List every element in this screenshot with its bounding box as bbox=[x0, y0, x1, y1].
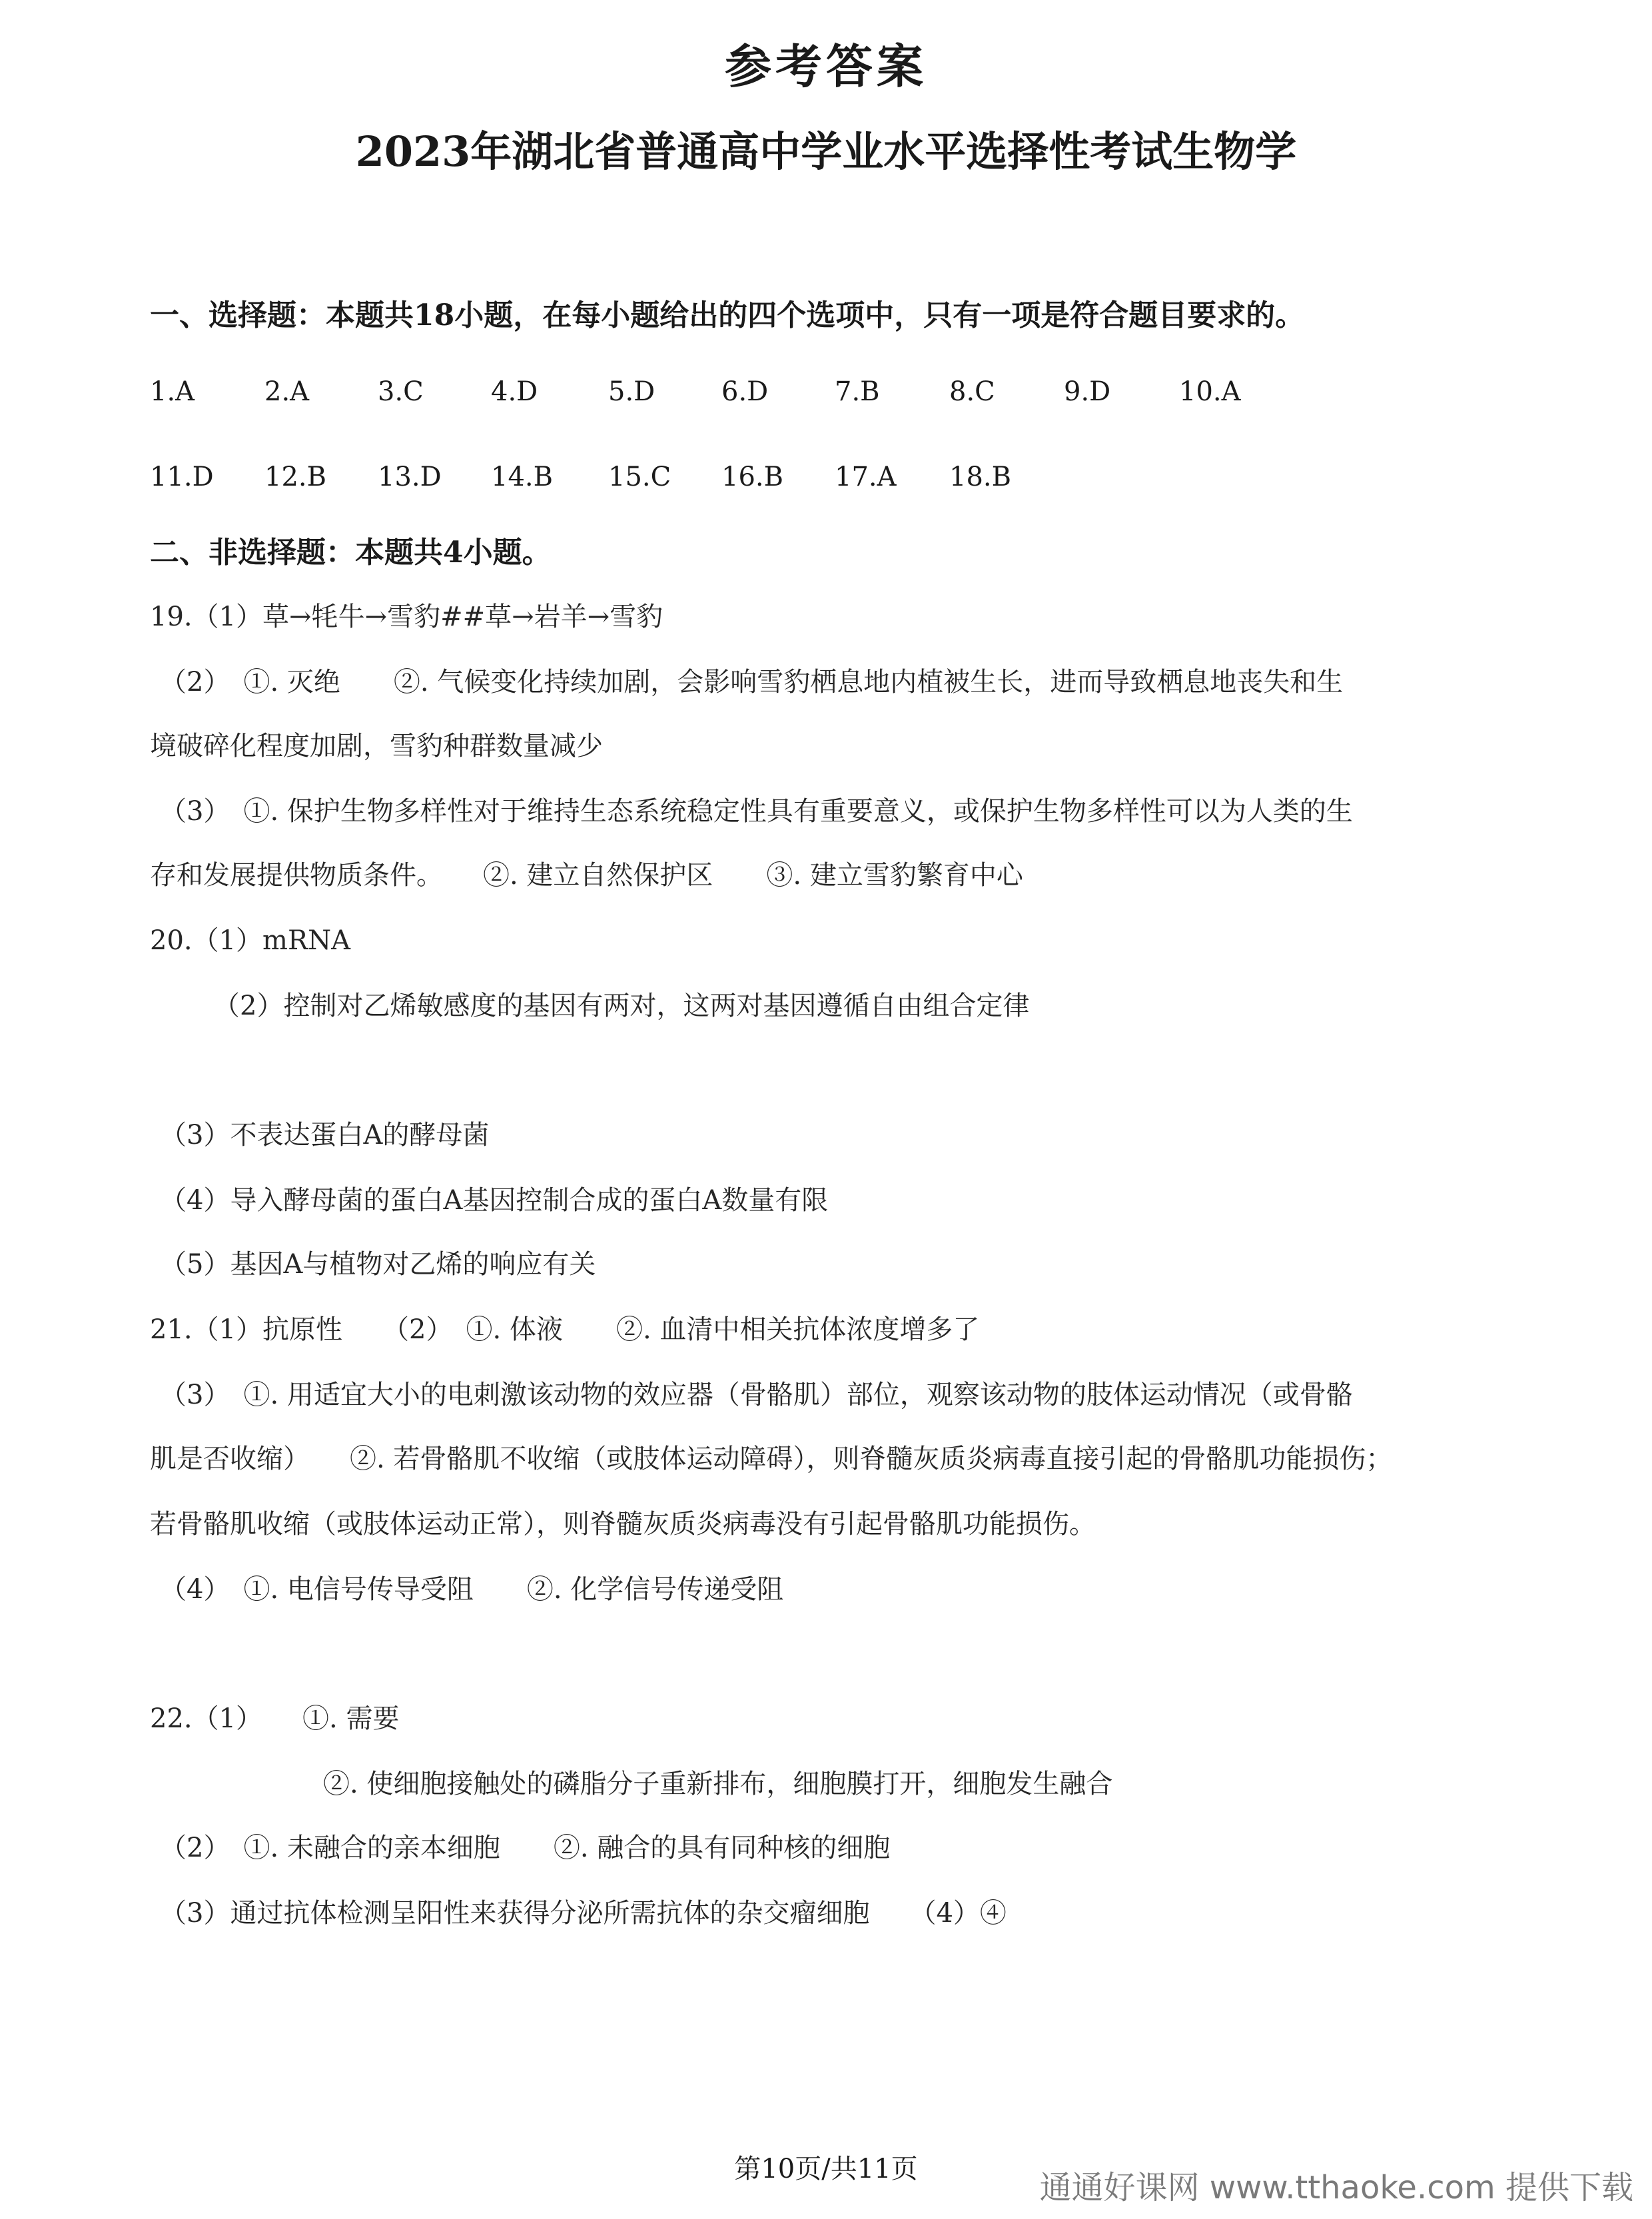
watermark: 通通好课网 www.tthaoke.com 提供下载 bbox=[1039, 2169, 1633, 2206]
answer-19-2: （2） ①. 灭绝 ②. 气候变化持续加剧，会影响雪豹栖息地内植被生长，进而导致栖息地丧失和生 bbox=[160, 667, 1344, 697]
mc-answer: 6.D bbox=[721, 376, 769, 407]
answer-19-1: 19.（1）草→牦牛→雪豹##草→岩羊→雪豹 bbox=[150, 602, 663, 632]
mc-answer: 14.B bbox=[491, 462, 554, 492]
answer-21-3-cont: 肌是否收缩） ②. 若骨骼肌不收缩（或肢体运动障碍），则脊髓灰质炎病毒直接引起的骨骼肌功能损伤； bbox=[150, 1444, 1393, 1474]
mc-answer: 2.A bbox=[264, 376, 310, 407]
answer-20-5: （5）基因A与植物对乙烯的响应有关 bbox=[160, 1249, 596, 1280]
answer-21-3-cont2: 若骨骼肌收缩（或肢体运动正常），则脊髓灰质炎病毒没有引起骨骼肌功能损伤。 bbox=[150, 1509, 1096, 1540]
answer-22-1: 22.（1） ①. 需要 bbox=[150, 1703, 400, 1734]
mc-answer: 1.A bbox=[150, 376, 195, 407]
answer-21-1-2: 21.（1）抗原性 （2） ①. 体液 ②. 血清中相关抗体浓度增多了 bbox=[150, 1314, 980, 1345]
answer-19-3-cont: 存和发展提供物质条件。 ②. 建立自然保护区 ③. 建立雪豹繁育中心 bbox=[150, 860, 1023, 891]
mc-answer: 7.B bbox=[835, 376, 880, 407]
mc-answer: 5.D bbox=[608, 376, 655, 407]
section1-heading: 一、选择题：本题共18小题，在每小题给出的四个选项中，只有一项是符合题目要求的。 bbox=[150, 298, 1305, 332]
answer-22-2: （2） ①. 未融合的亲本细胞 ②. 融合的具有同种核的细胞 bbox=[160, 1833, 891, 1863]
mc-answer: 9.D bbox=[1064, 376, 1111, 407]
mc-answer: 15.C bbox=[608, 462, 671, 492]
answer-21-4: （4） ①. 电信号传导受阻 ②. 化学信号传递受阻 bbox=[160, 1574, 784, 1605]
mc-answer: 12.B bbox=[264, 462, 327, 492]
section2-heading: 二、非选择题：本题共4小题。 bbox=[150, 536, 552, 570]
answer-22-3-4: （3）通过抗体检测呈阳性来获得分泌所需抗体的杂交瘤细胞 （4）④ bbox=[160, 1898, 1007, 1929]
answer-20-3: （3）不表达蛋白A的酵母菌 bbox=[160, 1120, 490, 1150]
answer-19-2-cont: 境破碎化程度加剧，雪豹种群数量减少 bbox=[150, 731, 603, 761]
answer-22-1-cont: ②. 使细胞接触处的磷脂分子重新排布，细胞膜打开，细胞发生融合 bbox=[323, 1769, 1113, 1799]
mc-answer: 10.A bbox=[1179, 376, 1241, 407]
answer-20-1: 20.（1）mRNA bbox=[150, 925, 350, 956]
mc-answer: 18.B bbox=[949, 462, 1012, 492]
answer-20-2: （2）控制对乙烯敏感度的基因有两对，这两对基因遵循自由组合定律 bbox=[213, 991, 1030, 1021]
exam-subtitle: 2023年湖北省普通高中学业水平选择性考试生物学 bbox=[355, 127, 1297, 176]
mc-answer: 11.D bbox=[150, 462, 214, 492]
mc-answer: 16.B bbox=[721, 462, 784, 492]
mc-answer: 4.D bbox=[491, 376, 538, 407]
mc-answer: 13.D bbox=[378, 462, 442, 492]
mc-answer: 3.C bbox=[378, 376, 424, 407]
page-title: 参考答案 bbox=[725, 39, 927, 94]
mc-answer-row-1 bbox=[150, 372, 1282, 412]
answer-20-4: （4）导入酵母菌的蛋白A基因控制合成的蛋白A数量有限 bbox=[160, 1185, 829, 1216]
answer-19-3: （3） ①. 保护生物多样性对于维持生态系统稳定性具有重要意义，或保护生物多样性可以为人类的生 bbox=[160, 796, 1353, 827]
answer-21-3: （3） ①. 用适宜大小的电刺激该动物的效应器（骨骼肌）部位，观察该动物的肢体运动情况（或骨骼 bbox=[160, 1380, 1353, 1410]
mc-answer-row-2 bbox=[150, 457, 1282, 497]
page-number: 第10页/共11页 bbox=[734, 2154, 918, 2184]
mc-answer: 17.A bbox=[835, 462, 897, 492]
mc-answer: 8.C bbox=[949, 376, 995, 407]
